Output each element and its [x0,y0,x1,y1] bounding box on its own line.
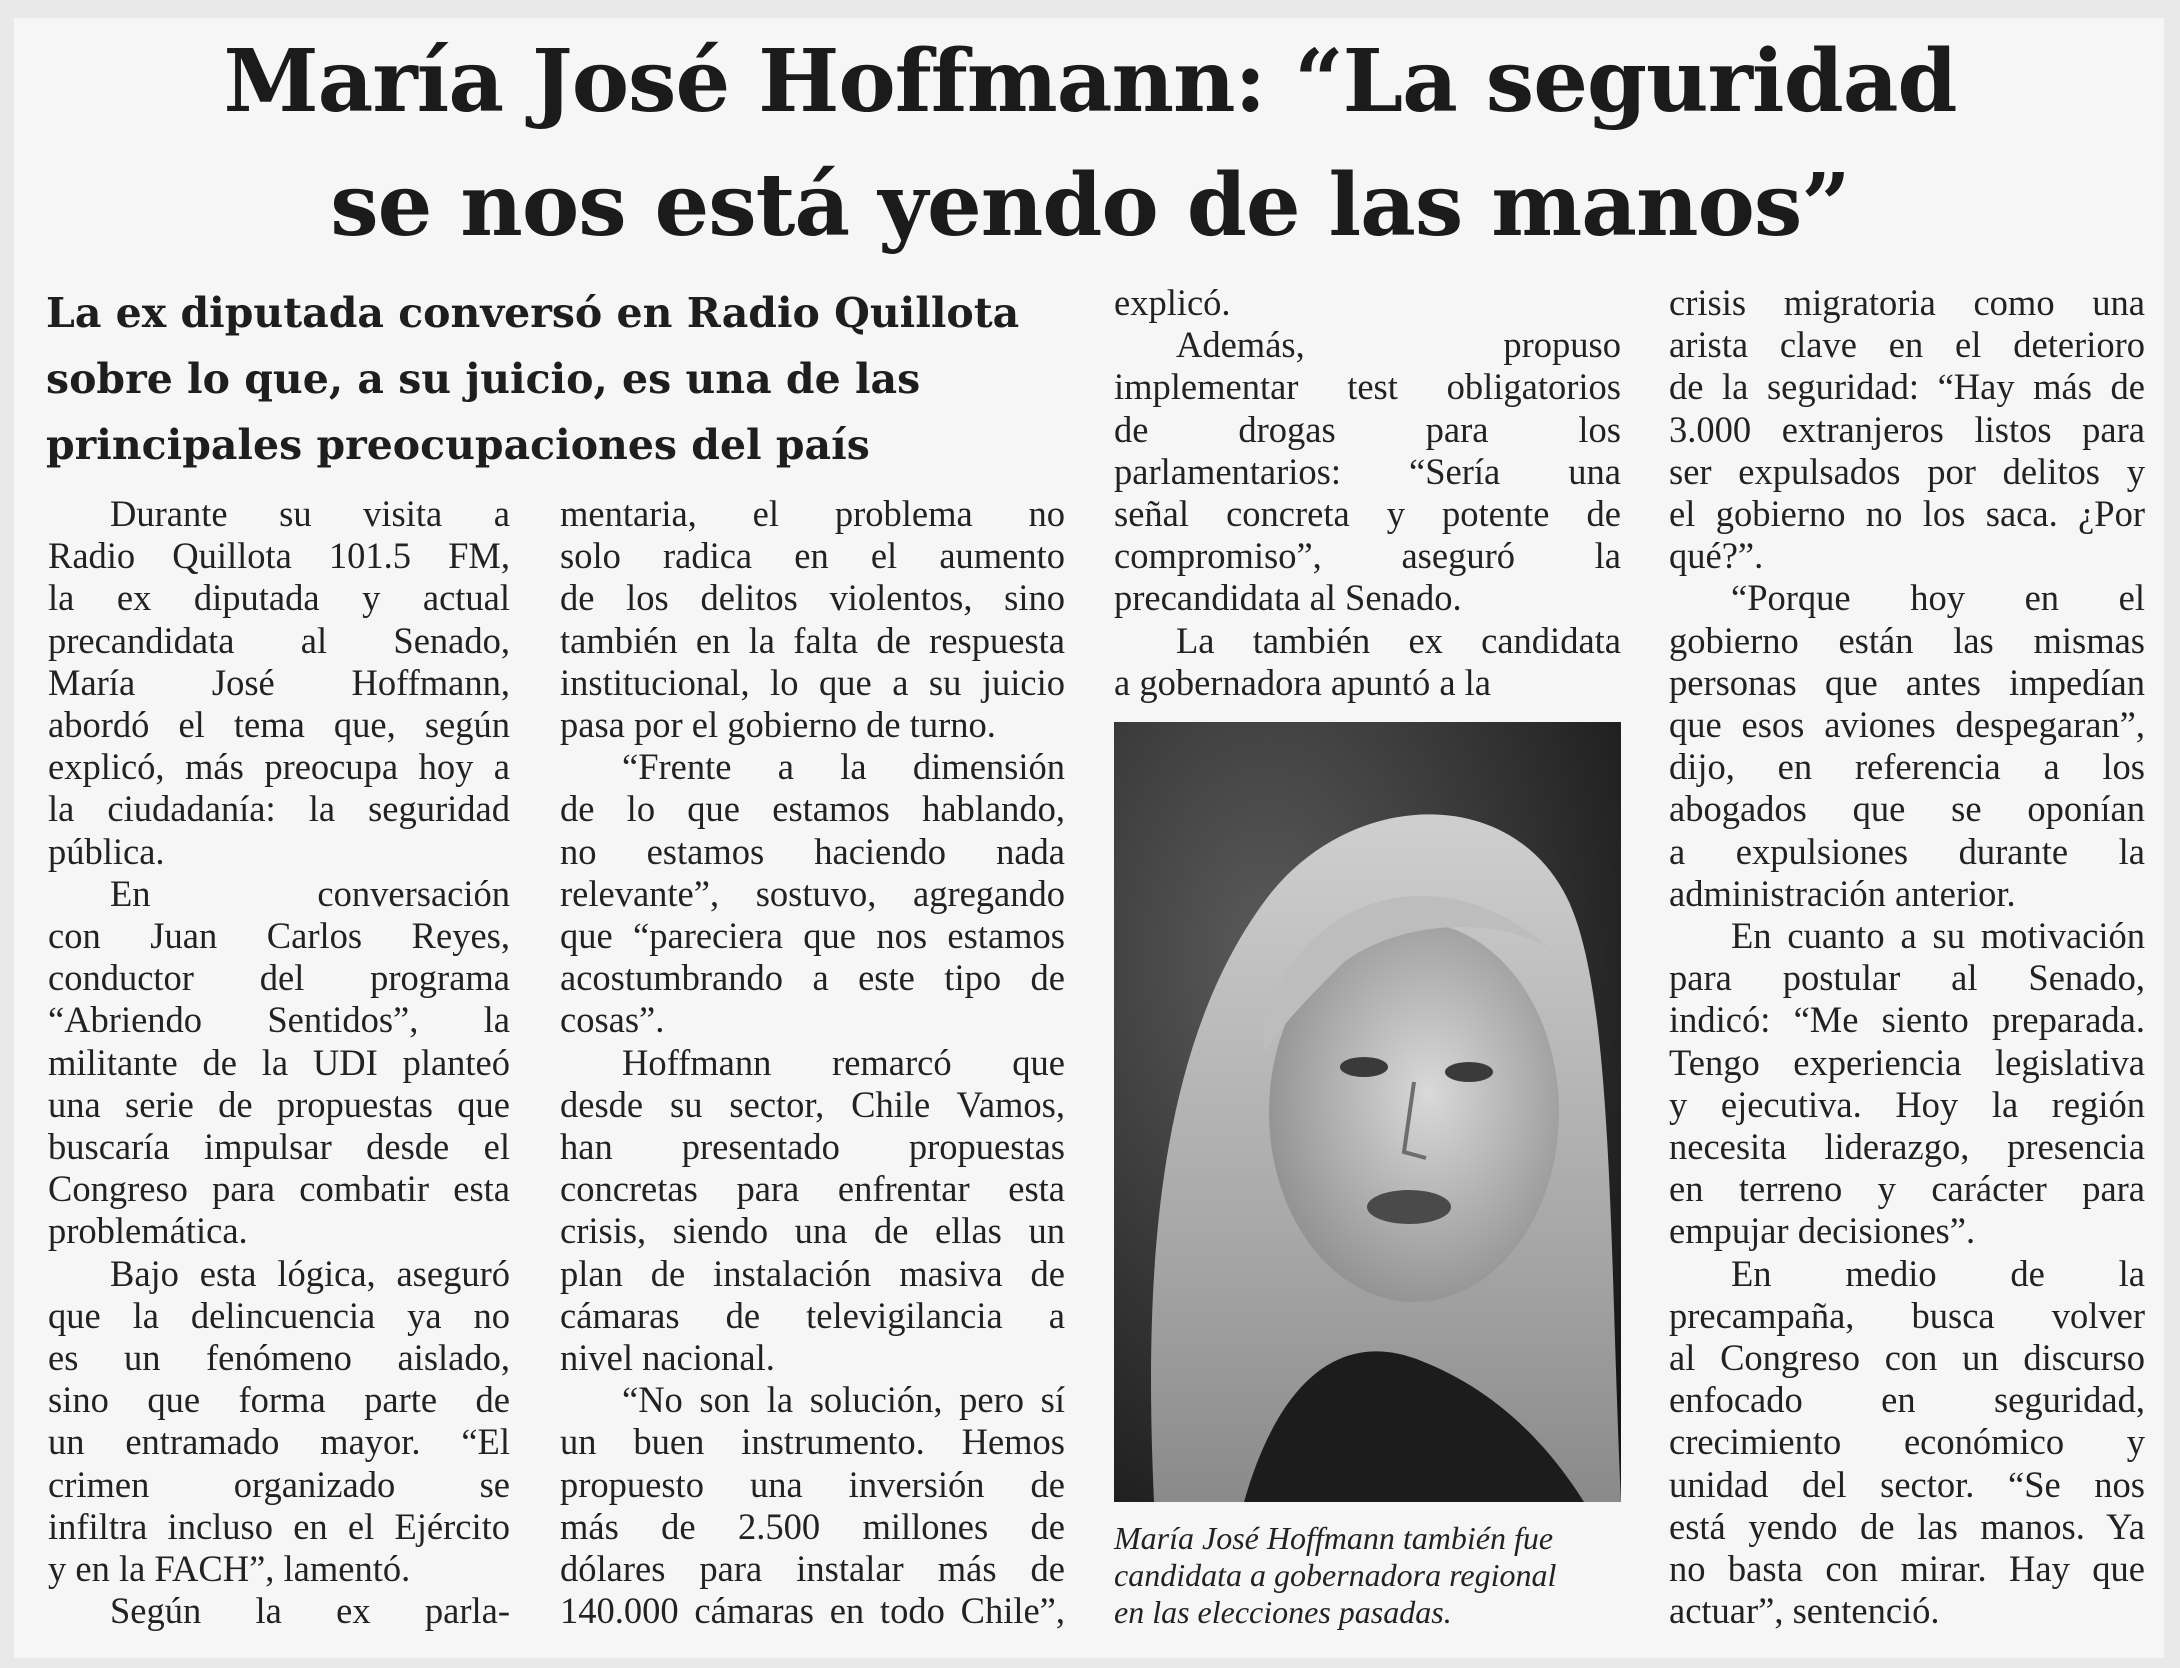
text-line: no basta con mirar. Hay que [1669,1548,2145,1590]
text-line: a gobernadora apuntó a la [1114,661,1491,703]
text-line: desde su sector, Chile Vamos, [560,1083,1065,1125]
text-line: precandidata al Senado, [48,619,510,661]
caption-line: candidata a gobernadora regional [1114,1557,1557,1593]
text-line: implementar test obligatorios [1114,366,1621,408]
text-line: precampaña, busca volver [1669,1294,2145,1336]
photo-caption [1114,1520,1634,1631]
text-line: y en la FACH”, lamentó. [48,1548,411,1590]
text-line: Congreso para combatir esta [48,1168,510,1210]
text-line: empujar decisiones”. [1669,1210,1976,1252]
text-line: señal concreta y potente de [1114,493,1621,535]
portrait-photo [1114,722,1621,1502]
text-line: es un fenómeno aislado, [48,1337,510,1379]
text-line: concretas para enfrentar esta [560,1168,1065,1210]
text-line: problemática. [48,1210,248,1252]
text-line: un entramado mayor. “El [48,1421,510,1463]
text-line: militante de la UDI planteó [48,1041,510,1083]
text-line: compromiso”, aseguró la [1114,535,1621,577]
text-line: nivel nacional. [560,1337,775,1379]
text-line: mentaria, el problema no [560,493,1065,534]
text-line: propuesto una inversión de [560,1463,1065,1505]
text-line: plan de instalación masiva de [560,1252,1065,1294]
text-line: explicó, más preocupa hoy a [48,746,510,788]
text-line: qué?”. [1669,535,1764,577]
article-column-2 [560,493,1065,1632]
text-line: “Frente a la dimensión [622,746,1065,788]
text-line: que esos aviones despegaran”, [1669,704,2145,746]
text-line: relevante”, sostuvo, agregando [560,872,1065,914]
text-line: crecimiento económico y [1669,1421,2145,1463]
text-line: con Juan Carlos Reyes, [48,915,510,957]
text-line: para postular al Senado, [1669,957,2145,999]
text-line: personas que antes impedían [1669,661,2145,703]
text-line: han presentado propuestas [560,1126,1065,1168]
text-line: 140.000 cámaras en todo Chile”, [560,1590,1065,1632]
subheadline-line: La ex diputada conversó en Radio Quillota [46,289,1020,337]
text-line: Además, propuso [1176,324,1621,366]
text-line: de lo que estamos hablando, [560,788,1065,830]
subheadline-line: sobre lo que, a su juicio, es una de las [46,355,921,403]
text-line: unidad del sector. “Se nos [1669,1463,2145,1505]
text-line: parlamentarios: “Sería una [1114,450,1621,492]
text-line: ser expulsados por delitos y [1669,450,2145,492]
text-line: la ciudadanía: la seguridad [48,788,510,830]
text-line: institucional, lo que a su juicio [560,661,1065,703]
text-line: un buen instrumento. Hemos [560,1421,1065,1463]
text-line: cámaras de televigilancia a [560,1294,1065,1336]
text-line: “Abriendo Sentidos”, la [48,999,510,1041]
headline [0,20,2180,268]
text-line: pasa por el gobierno de turno. [560,704,996,746]
text-line: cosas”. [560,999,665,1041]
text-line: La también ex candidata [1176,619,1621,661]
text-line: conductor del programa [48,957,510,999]
portrait-image [1114,722,1621,1502]
text-line: administración anterior. [1669,872,2016,914]
text-line: al Congreso con un discurso [1669,1337,2145,1379]
text-line: dijo, en referencia a los [1669,746,2145,788]
text-line: En medio de la [1731,1252,2145,1294]
text-line: abordó el tema que, según [48,704,510,746]
text-line: la ex diputada y actual [48,577,510,619]
text-line: infiltra incluso en el Ejército [48,1505,510,1547]
text-line: dólares para instalar más de [560,1548,1065,1590]
text-line: crisis, siendo una de ellas un [560,1210,1065,1252]
text-line: crisis migratoria como una [1669,282,2145,323]
text-line: una serie de propuestas que [48,1083,510,1125]
text-line: indicó: “Me siento preparada. [1669,999,2145,1041]
article-column-3 [1114,282,1621,704]
text-line: Tengo experiencia legislativa [1669,1041,2145,1083]
text-line: sino que forma parte de [48,1379,510,1421]
text-line: “Porque hoy en el [1731,577,2145,619]
text-line: Durante su visita a [110,493,510,534]
text-line: Radio Quillota 101.5 FM, [48,535,510,577]
text-line: “No son la solución, pero sí [622,1379,1065,1421]
text-line: en terreno y carácter para [1669,1168,2145,1210]
text-line: que “pareciera que nos estamos [560,915,1065,957]
text-line: gobierno están las mismas [1669,619,2145,661]
text-line: no estamos haciendo nada [560,830,1065,872]
subheadline [46,280,1076,478]
text-line: En conversación [110,872,510,914]
text-line: pública. [48,830,165,872]
text-line: abogados que se oponían [1669,788,2145,830]
text-line: más de 2.500 millones de [560,1505,1065,1547]
subheadline-line: principales preocupaciones del país [46,421,870,469]
text-line: acostumbrando a este tipo de [560,957,1065,999]
text-line: Hoffmann remarcó que [622,1041,1065,1083]
text-line: de los delitos violentos, sino [560,577,1065,619]
text-line: el gobierno no los saca. ¿Por [1669,493,2145,535]
text-line: crimen organizado se [48,1463,510,1505]
text-line: 3.000 extranjeros listos para [1669,408,2145,450]
text-line: En cuanto a su motivación [1731,915,2145,957]
text-line: Bajo esta lógica, aseguró [110,1252,510,1294]
text-line: actuar”, sentenció. [1669,1590,1940,1632]
text-line: y ejecutiva. Hoy la región [1669,1083,2145,1125]
text-line: explicó. [1114,282,1231,323]
caption-line: María José Hoffmann también fue [1114,1520,1554,1556]
text-line: enfocado en seguridad, [1669,1379,2145,1421]
text-line: de la seguridad: “Hay más de [1669,366,2145,408]
text-line: está yendo de las manos. Ya [1669,1505,2145,1547]
text-line: Según la ex parla- [110,1590,510,1632]
text-line: arista clave en el deterioro [1669,324,2145,366]
text-line: también en la falta de respuesta [560,619,1065,661]
text-line: buscaría impulsar desde el [48,1126,510,1168]
text-line: que la delincuencia ya no [48,1294,510,1336]
text-line: María José Hoffmann, [48,661,510,703]
text-line: necesita liderazgo, presencia [1669,1126,2145,1168]
text-line: solo radica en el aumento [560,535,1065,577]
article-column-1 [48,493,510,1632]
text-line: precandidata al Senado. [1114,577,1462,619]
headline-line: María José Hoffmann: “La seguridad [223,31,1957,132]
headline-line: se nos está yendo de las manos” [330,155,1850,256]
text-line: a expulsiones durante la [1669,830,2145,872]
text-line: de drogas para los [1114,408,1621,450]
article-column-4 [1669,282,2145,1633]
caption-line: en las elecciones pasadas. [1114,1594,1452,1630]
